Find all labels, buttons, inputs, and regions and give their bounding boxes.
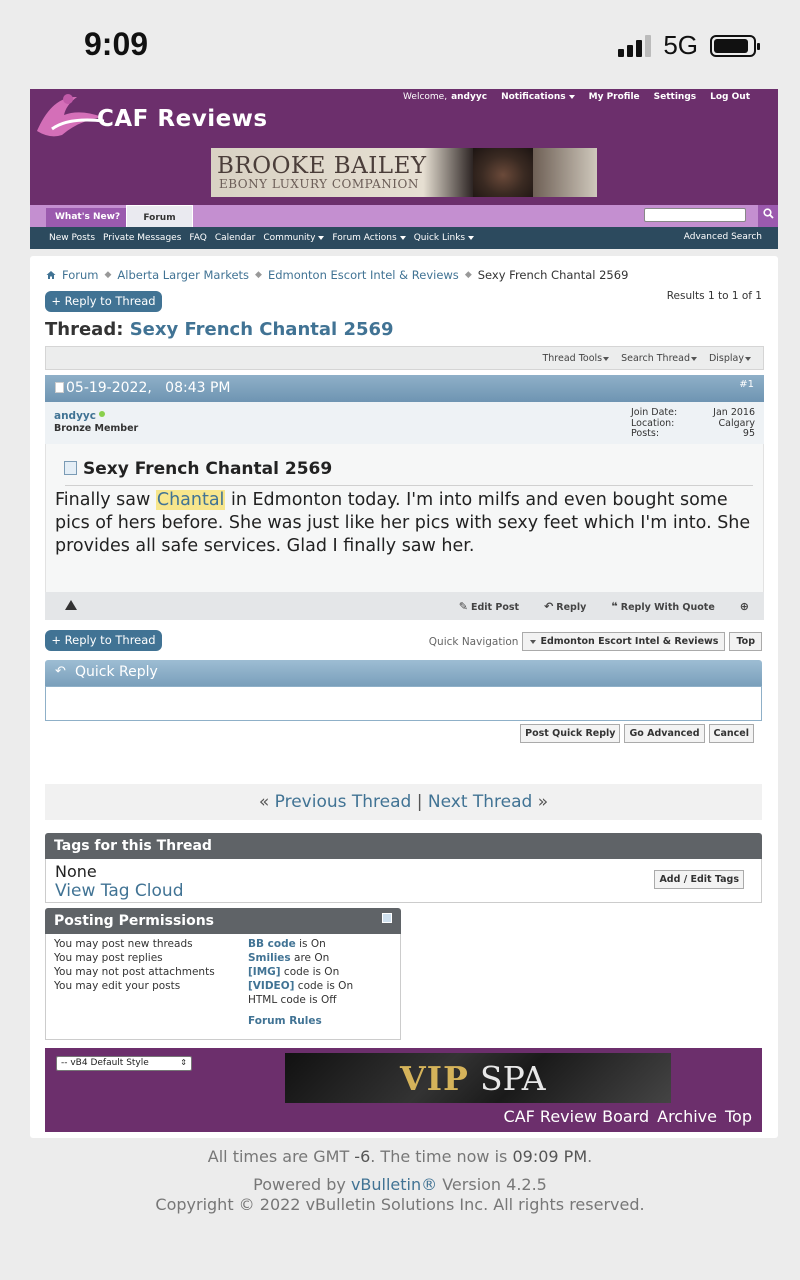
copyright-text: Copyright © 2022 vBulletin Solutions Inc. All rights reserved. <box>155 1195 645 1214</box>
reply-to-thread-button-top[interactable]: + Reply to Thread <box>45 291 162 312</box>
posting-permissions-title: Posting Permissions <box>54 913 214 929</box>
bb-code-state: is On <box>295 938 326 950</box>
multi-quote-button[interactable] <box>740 600 752 613</box>
smilies-status <box>248 951 353 965</box>
home-icon[interactable] <box>46 270 56 280</box>
tags-body <box>45 859 762 903</box>
prev-arrows: « <box>258 792 270 812</box>
img-code-status <box>248 965 353 979</box>
tz-before: All times are GMT <box>207 1147 355 1166</box>
battery-icon <box>710 35 756 57</box>
next-thread-link[interactable]: Next Thread <box>427 792 533 812</box>
site-name: CAF Reviews <box>97 106 268 132</box>
page-footer <box>0 1147 800 1215</box>
caret-down-icon <box>318 236 324 240</box>
subnav-quick-links[interactable] <box>414 233 474 243</box>
post-title-text: Sexy French Chantal 2569 <box>83 459 333 479</box>
status-bar <box>0 0 800 88</box>
permission-item: You may edit your posts <box>54 980 181 992</box>
breadcrumb-current: Sexy French Chantal 2569 <box>477 268 629 282</box>
quick-reply-header[interactable] <box>45 660 762 686</box>
quick-reply-title: Quick Reply <box>75 664 158 680</box>
online-status-icon <box>99 411 105 417</box>
edit-post-button[interactable] <box>459 600 519 613</box>
bb-code-link[interactable]: BB code <box>248 938 296 950</box>
video-code-status <box>248 979 353 993</box>
video-code-state: code is On <box>294 980 354 992</box>
top-button[interactable]: Top <box>729 632 762 651</box>
tz-time: 09:09 PM <box>512 1147 588 1166</box>
post-footer <box>45 592 764 620</box>
post-time: 08:43 PM <box>165 380 231 396</box>
version-text: Version 4.2.5 <box>437 1175 547 1194</box>
tags-header: Tags for this Thread <box>45 833 762 859</box>
subnav-new-posts[interactable]: New Posts <box>49 233 96 243</box>
breadcrumb-separator-icon: ◆ <box>104 270 112 280</box>
smilies-state: are On <box>290 952 330 964</box>
breadcrumb <box>46 268 628 282</box>
location-value: Calgary <box>718 417 755 429</box>
reply-label: Reply <box>556 602 587 613</box>
img-code-state: code is On <box>280 966 340 978</box>
vbulletin-link[interactable]: vBulletin® <box>350 1175 438 1194</box>
powered-by-line <box>0 1175 800 1195</box>
site-logo[interactable] <box>30 89 270 149</box>
footer-link-archive[interactable]: Archive <box>657 1107 717 1126</box>
notifications-menu[interactable] <box>501 92 575 102</box>
posts-label: Posts: <box>631 428 660 439</box>
location-label: Location: <box>631 417 675 429</box>
breadcrumb-alberta[interactable]: Alberta Larger Markets <box>117 268 250 282</box>
smilies-link[interactable]: Smilies <box>248 952 291 964</box>
thread-title <box>45 319 394 340</box>
results-count: Results 1 to 1 of 1 <box>666 290 762 302</box>
vipspa-silver-text: SPA <box>480 1059 546 1098</box>
sub-nav <box>30 227 778 249</box>
caret-down-icon <box>745 357 751 361</box>
tags-none: None <box>55 862 97 881</box>
join-date-value: Jan 2016 <box>713 407 755 418</box>
tz-offset: -6 <box>354 1147 371 1166</box>
video-code-link[interactable]: [VIDEO] <box>248 980 295 992</box>
add-edit-tags-button[interactable]: Add / Edit Tags <box>654 870 744 889</box>
subnav-forum-actions-label: Forum Actions <box>332 233 397 243</box>
img-code-link[interactable]: [IMG] <box>248 966 281 978</box>
status-time: 9:09 <box>84 26 149 62</box>
quick-navigation-select[interactable] <box>522 632 725 651</box>
tz-end: . <box>587 1147 593 1166</box>
display-label: Display <box>708 353 744 364</box>
style-select-value: -- vB4 Default Style <box>61 1058 149 1068</box>
thread-tools-menu[interactable] <box>542 353 609 364</box>
pencil-icon: ✎ <box>458 600 468 613</box>
quick-navigation-label: Quick Navigation <box>428 635 519 648</box>
view-tag-cloud-link[interactable]: View Tag Cloud <box>55 881 184 901</box>
reply-to-thread-button-bottom[interactable]: + Reply to Thread <box>45 630 162 651</box>
subnav-calendar[interactable]: Calendar <box>214 233 256 243</box>
log-out-link[interactable]: Log Out <box>710 92 750 102</box>
caret-down-icon <box>691 357 697 361</box>
caret-down-icon <box>530 640 536 644</box>
subnav-private-messages[interactable]: Private Messages <box>103 233 182 243</box>
search-button[interactable] <box>758 205 778 227</box>
tab-forum[interactable]: Forum <box>126 205 193 227</box>
style-select[interactable] <box>56 1056 192 1071</box>
search-thread-label: Search Thread <box>621 353 690 364</box>
posts-value: 95 <box>742 428 755 439</box>
posting-permissions-body <box>45 934 401 1040</box>
post-author-rank: Bronze Member <box>54 423 139 434</box>
quick-navigation <box>429 632 762 651</box>
quote-bubble-icon: ❝ <box>611 600 618 613</box>
previous-thread-link[interactable]: Previous Thread <box>274 792 412 812</box>
post-author-name: andyyc <box>54 410 96 422</box>
reply-arrow-icon: ↶ <box>55 664 66 679</box>
go-advanced-button[interactable]: Go Advanced <box>624 724 704 743</box>
join-date-label: Join Date: <box>631 407 678 418</box>
search-thread-menu[interactable] <box>621 353 697 364</box>
post-date: 05-19-2022, <box>66 380 152 396</box>
post-user-info <box>45 402 764 444</box>
forum-rules-link[interactable]: Forum Rules <box>248 1015 322 1027</box>
footer-bar <box>45 1048 762 1132</box>
report-post-icon[interactable] <box>65 600 77 610</box>
tab-whats-new[interactable]: What's New? <box>46 208 129 227</box>
powered-by-label: Powered by <box>253 1175 351 1194</box>
subnav-quick-links-label: Quick Links <box>413 233 466 243</box>
ad-banner-brooke[interactable] <box>211 148 597 197</box>
caret-down-icon <box>468 236 474 240</box>
html-code-status: HTML code is Off <box>248 994 337 1006</box>
bb-code-status <box>248 937 353 951</box>
user-stats <box>631 408 755 440</box>
network-label: 5G <box>663 30 698 60</box>
site-header <box>30 89 778 249</box>
thread-tools-bar <box>45 346 764 370</box>
permission-item: You may post new threads <box>54 938 193 950</box>
post-author[interactable] <box>54 410 105 422</box>
tz-middle: . The time now is <box>370 1147 513 1166</box>
post-number[interactable]: #1 <box>739 379 754 390</box>
select-arrows-icon: ⇕ <box>180 1058 187 1067</box>
post-message <box>55 489 760 558</box>
logo-swoosh-icon <box>32 91 106 139</box>
settings-link[interactable]: Settings <box>653 92 697 102</box>
thread-title-text[interactable]: Sexy French Chantal 2569 <box>129 319 394 340</box>
thread-tools-label: Thread Tools <box>542 353 603 364</box>
breadcrumb-separator-icon: ◆ <box>464 270 472 280</box>
timezone-line <box>0 1147 800 1167</box>
post-quick-reply-button[interactable]: Post Quick Reply <box>520 724 620 743</box>
search-icon <box>763 208 774 219</box>
caret-down-icon <box>603 357 609 361</box>
post-header <box>45 375 764 402</box>
post-text-after: in Edmonton today. I'm into milfs and even bought some pics of hers before. She was just like her pics with sexy feet which I'm into. She provides all safe services. Glad I finally saw her. <box>55 490 751 556</box>
my-profile-link[interactable]: My Profile <box>588 92 640 102</box>
banner-name: BROOKE BAILEY <box>217 153 427 179</box>
nav-tabs <box>30 205 778 227</box>
display-menu[interactable] <box>709 353 751 364</box>
next-arrows: » <box>537 792 549 812</box>
advanced-search-link[interactable]: Advanced Search <box>683 232 762 242</box>
breadcrumb-separator-icon: ◆ <box>255 270 262 280</box>
notifications-label: Notifications <box>501 92 566 102</box>
post-body <box>45 444 764 592</box>
thread-nav-separator: | <box>416 792 423 812</box>
multi-quote-icon: ⊕ <box>739 600 749 613</box>
reply-button[interactable] <box>544 600 586 613</box>
post-highlighted-word[interactable]: Chantal <box>156 490 225 510</box>
vipspa-gold-text: VIP <box>400 1059 469 1098</box>
collapse-icon[interactable] <box>382 913 392 923</box>
thread-navigation <box>45 784 762 820</box>
ad-banner-vipspa[interactable] <box>285 1053 671 1103</box>
edit-post-label: Edit Post <box>470 602 520 613</box>
post-status-icon <box>55 382 64 393</box>
thread-title-label: Thread: <box>45 319 124 340</box>
permission-item: You may not post attachments <box>54 966 215 978</box>
reply-arrow-icon: ↶ <box>544 600 554 613</box>
main-content <box>30 256 778 1138</box>
caret-down-icon <box>400 236 406 240</box>
breadcrumb-forum[interactable]: Forum <box>62 268 99 282</box>
subnav-faq[interactable]: FAQ <box>189 233 207 243</box>
document-icon <box>64 461 77 475</box>
reply-with-quote-button[interactable] <box>611 600 714 613</box>
breadcrumb-edmonton[interactable]: Edmonton Escort Intel & Reviews <box>267 268 459 282</box>
post-title <box>64 459 332 479</box>
footer-link-board[interactable]: CAF Review Board <box>503 1107 650 1126</box>
search-input[interactable] <box>644 208 746 222</box>
posting-permissions-header <box>45 908 401 934</box>
banner-subtitle: EBONY LUXURY COMPANION <box>219 177 419 191</box>
reply-with-quote-label: Reply With Quote <box>620 602 715 613</box>
quick-navigation-selected: Edmonton Escort Intel & Reviews <box>540 636 719 647</box>
welcome-username[interactable]: andyyc <box>451 92 488 102</box>
subnav-forum-actions[interactable] <box>332 233 405 243</box>
footer-link-top[interactable]: Top <box>725 1107 752 1126</box>
welcome-label: Welcome, <box>403 92 448 102</box>
cancel-button[interactable]: Cancel <box>709 724 754 743</box>
permission-item: You may post replies <box>54 952 163 964</box>
caret-down-icon <box>569 95 575 99</box>
signal-icon <box>618 35 651 57</box>
banner-photo <box>473 148 533 197</box>
subnav-community-label: Community <box>263 233 316 243</box>
post-text-before: Finally saw <box>55 490 156 510</box>
quick-reply-textarea[interactable] <box>45 686 762 721</box>
post-divider <box>65 485 753 486</box>
subnav-community[interactable] <box>263 233 324 243</box>
